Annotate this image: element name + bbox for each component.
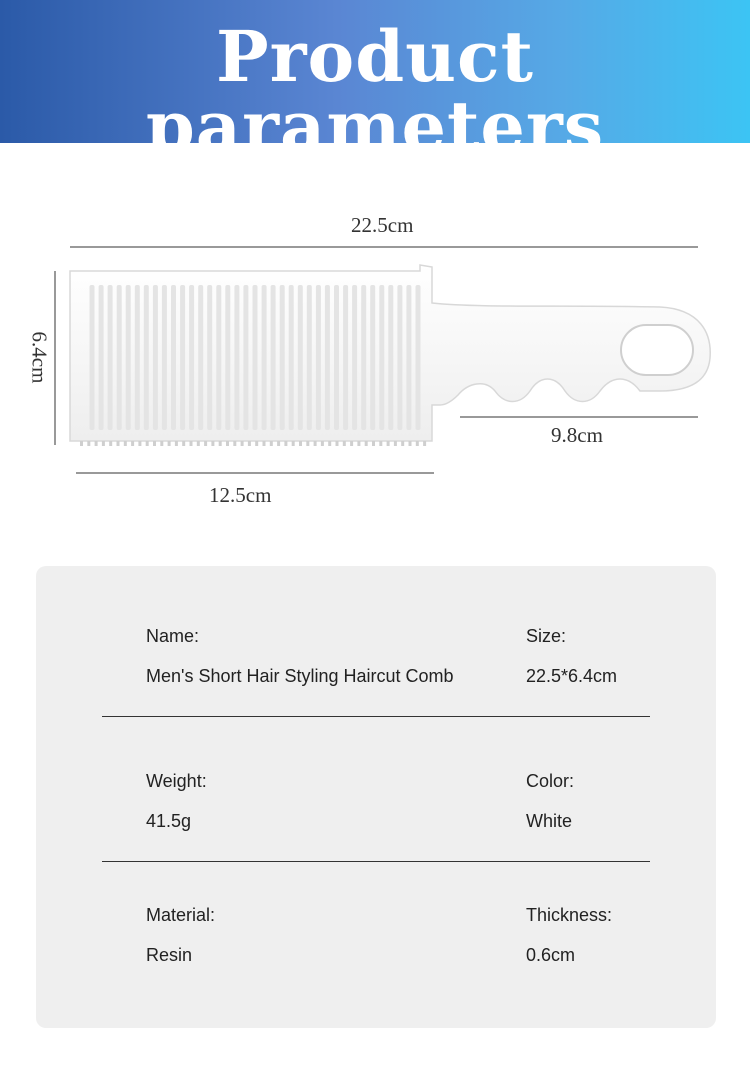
comb-bump	[160, 441, 163, 446]
comb-bump	[204, 441, 207, 446]
comb-bump	[117, 441, 120, 446]
comb-bump	[211, 441, 214, 446]
spec-label-thickness: Thickness:	[526, 905, 613, 925]
comb-bump	[255, 441, 258, 446]
comb-slot	[406, 285, 411, 430]
spec-divider	[102, 861, 650, 862]
comb-slot	[343, 285, 348, 430]
spec-label-size: Size:	[526, 626, 567, 646]
comb-diagram	[0, 143, 750, 563]
comb-bump	[416, 441, 419, 446]
comb-bump	[190, 441, 193, 446]
comb-slot	[307, 285, 312, 430]
comb-slot	[198, 285, 203, 430]
comb-bump	[233, 441, 236, 446]
comb-slot	[225, 285, 230, 430]
spec-value-material: Resin	[146, 945, 193, 965]
spec-label-color: Color:	[526, 771, 575, 791]
comb-bump	[102, 441, 105, 446]
comb-slot	[126, 285, 131, 430]
comb-bump	[124, 441, 127, 446]
comb-slot	[298, 285, 303, 430]
page-title: Product parameters	[145, 15, 605, 168]
comb-bump	[284, 441, 287, 446]
comb-slots	[90, 285, 421, 430]
comb-slot	[379, 285, 384, 430]
comb-bump	[365, 441, 368, 446]
comb-bump	[357, 441, 360, 446]
height-label: 6.4cm	[27, 331, 52, 384]
comb-slot	[189, 285, 194, 430]
comb-slot	[289, 285, 294, 430]
comb-shape	[70, 265, 710, 446]
spec-divider	[102, 716, 650, 717]
spec-value-thickness: 0.6cm	[526, 945, 576, 965]
comb-slot	[262, 285, 267, 430]
comb-slot	[316, 285, 321, 430]
teeth-length-label: 12.5cm	[209, 483, 272, 507]
comb-slot	[117, 285, 122, 430]
spec-label-name: Name:	[146, 626, 200, 646]
comb-slot	[108, 285, 113, 430]
comb-slot	[90, 285, 95, 430]
comb-bump	[182, 441, 185, 446]
handle-hole	[621, 325, 693, 375]
comb-bump	[321, 441, 324, 446]
comb-illustration	[0, 143, 750, 563]
spec-panel	[36, 566, 716, 1028]
comb-slot	[325, 285, 330, 430]
comb-slot	[416, 285, 421, 430]
comb-bump	[219, 441, 222, 446]
spec-label-material: Material:	[146, 905, 216, 925]
comb-bump	[197, 441, 200, 446]
comb-bump	[336, 441, 339, 446]
comb-bump	[248, 441, 251, 446]
comb-slot	[135, 285, 140, 430]
comb-bump	[292, 441, 295, 446]
comb-slot	[207, 285, 212, 430]
comb-slot	[243, 285, 248, 430]
comb-slot	[280, 285, 285, 430]
comb-bump	[80, 441, 83, 446]
comb-bump	[270, 441, 273, 446]
comb-bump	[168, 441, 171, 446]
comb-bump	[401, 441, 404, 446]
spec-value-name: Men's Short Hair Styling Haircut Comb	[146, 666, 454, 686]
comb-bump	[328, 441, 331, 446]
comb-bump	[138, 441, 141, 446]
comb-slot	[234, 285, 239, 430]
comb-slot	[144, 285, 149, 430]
spec-value-color: White	[526, 811, 573, 831]
comb-slot	[361, 285, 366, 430]
comb-slot	[352, 285, 357, 430]
comb-bump	[387, 441, 390, 446]
comb-bump	[306, 441, 309, 446]
comb-bump	[153, 441, 156, 446]
comb-bump	[314, 441, 317, 446]
comb-bump	[263, 441, 266, 446]
comb-bump	[87, 441, 90, 446]
comb-bump	[131, 441, 134, 446]
comb-bump	[226, 441, 229, 446]
comb-slot	[334, 285, 339, 430]
total-length-label: 22.5cm	[351, 213, 414, 237]
comb-bump	[175, 441, 178, 446]
comb-slot	[216, 285, 221, 430]
comb-slot	[162, 285, 167, 430]
comb-bump	[146, 441, 149, 446]
comb-slot	[180, 285, 185, 430]
comb-slot	[271, 285, 276, 430]
comb-slot	[171, 285, 176, 430]
comb-slot	[397, 285, 402, 430]
spec-value-size: 22.5*6.4cm	[526, 666, 618, 686]
comb-bump	[241, 441, 244, 446]
comb-bump	[109, 441, 112, 446]
header-banner	[0, 0, 750, 168]
comb-bump	[423, 441, 426, 446]
comb-bump	[343, 441, 346, 446]
spec-value-weight: 41.5g	[146, 811, 192, 831]
comb-bump	[277, 441, 280, 446]
comb-bump	[372, 441, 375, 446]
comb-bump	[394, 441, 397, 446]
comb-slot	[153, 285, 158, 430]
comb-bump	[379, 441, 382, 446]
comb-slot	[253, 285, 258, 430]
comb-bump	[299, 441, 302, 446]
handle-length-label: 9.8cm	[551, 423, 603, 447]
comb-bump	[350, 441, 353, 446]
comb-slot	[388, 285, 393, 430]
comb-slot	[99, 285, 104, 430]
comb-bump	[95, 441, 98, 446]
comb-slot	[370, 285, 375, 430]
spec-label-weight: Weight:	[146, 771, 207, 791]
comb-bump	[409, 441, 412, 446]
